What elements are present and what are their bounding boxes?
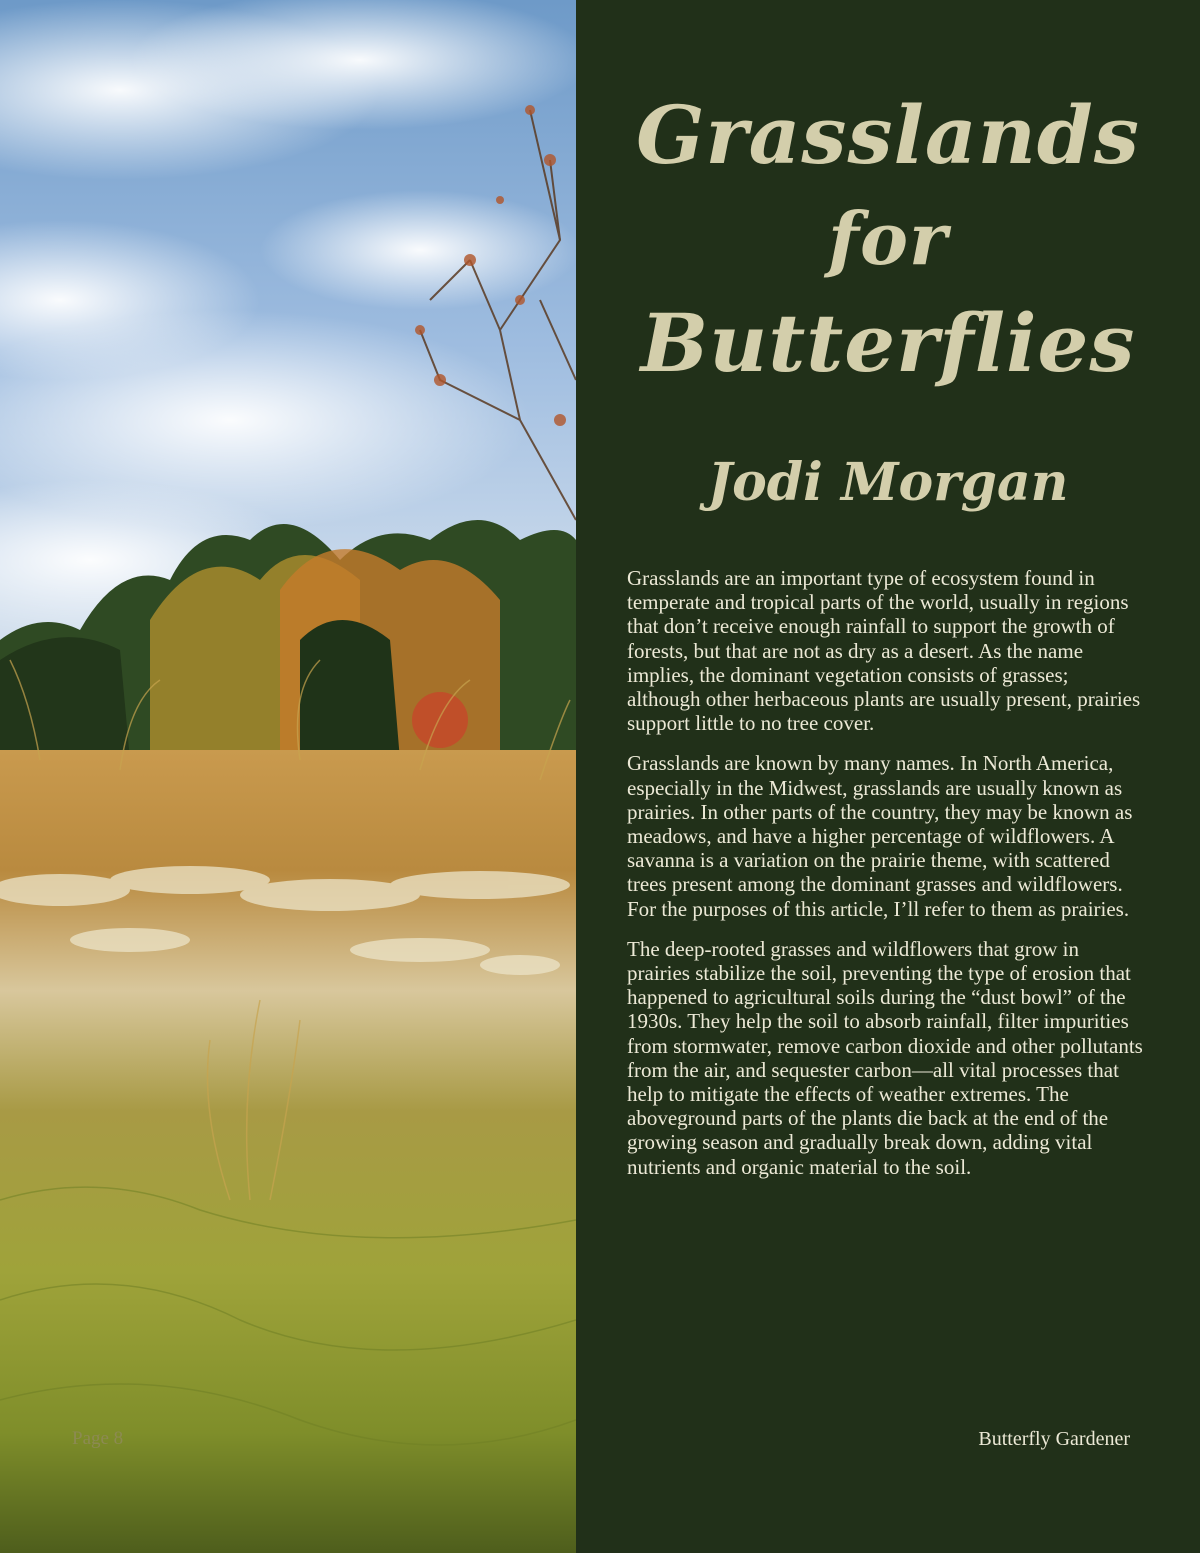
author-byline: Jodi Morgan	[707, 452, 1069, 513]
article-body	[627, 566, 1147, 1195]
paragraph-1: Grasslands are an important type of ecosystem found in temperate and tropical parts of the world, usually in regions that don’t receive enough rainfall to support the growth of forests, but that are not as dry as a desert. As the name implies, the dominant vegetation consists of grasses; although other herbaceous plants are usually present, prairies support little to no tree cover.	[627, 566, 1141, 736]
prairie-photo	[0, 0, 576, 1553]
article-title-line-2: for	[828, 196, 948, 281]
paragraph-3: The deep-rooted grasses and wildflowers that grow in prairies stabilize the soil, preventing the type of erosion that happened to agricultural soils during the “dust bowl” of the 1930s. They help the soil to absorb rainfall, filter impurities from stormwater, remove carbon dioxide and other pollutants from the air, and sequester carbon—all vital processes that help to mitigate the effects of weather extremes. The aboveground parts of the plants die back at the end of the growing season and gradually break down, adding vital nutrients and organic material to the soil.	[627, 936, 1143, 1179]
article-panel	[576, 0, 1200, 1553]
paragraph-2: Grasslands are known by many names. In North America, especially in the Midwest, grasslands are usually known as prairies. In other parts of the country, they may be known as meadows, and have a higher percentage of wildflowers. A savanna is a variation on the prairie theme, with scattered trees present among the dominant grasses and wildflowers. For the purposes of this article, I’ll refer to them as prairies.	[627, 751, 1133, 921]
article-title-line-3: Butterflies	[640, 296, 1136, 390]
publication-name: Butterfly Gardener	[978, 1428, 1130, 1450]
article-title-line-1: Grasslands	[636, 88, 1140, 182]
prairie-landscape-image	[0, 0, 576, 1553]
page-number: Page 8	[72, 1428, 124, 1449]
